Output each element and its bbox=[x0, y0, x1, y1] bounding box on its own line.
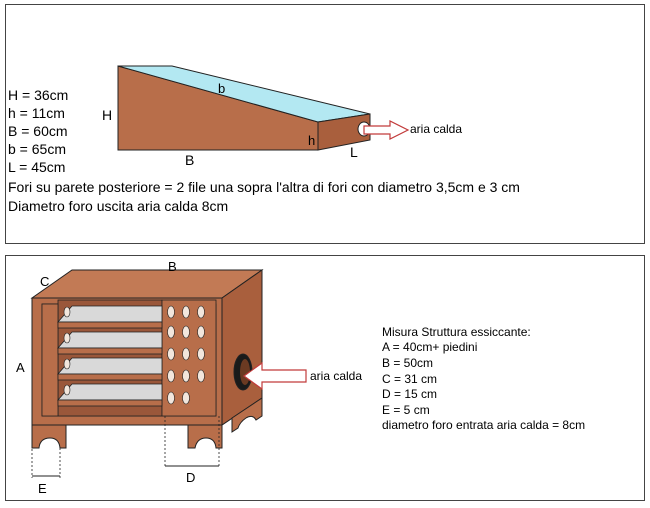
vent-hole bbox=[183, 392, 190, 404]
cabinet-spec-E: E = 5 cm bbox=[382, 403, 430, 417]
cabinet-spec-A: A = 40cm+ piedini bbox=[382, 340, 478, 354]
cabinet-leg-left bbox=[32, 425, 66, 448]
spec-b: b = 65cm bbox=[8, 141, 66, 157]
drying-cabinet bbox=[32, 270, 306, 478]
cabinet-leg-right bbox=[188, 425, 222, 448]
shelf-edge bbox=[58, 374, 162, 380]
vent-hole bbox=[64, 307, 70, 317]
vent-hole bbox=[198, 306, 205, 318]
vent-hole bbox=[198, 370, 205, 382]
note-holes: Fori su parete posteriore = 2 file una sopra l'altra di fori con diametro 3,5cm e 3 cm bbox=[8, 179, 520, 195]
cabinet-inlet-hole-inner bbox=[240, 359, 250, 385]
vent-hole bbox=[168, 306, 175, 318]
shelf bbox=[58, 332, 162, 348]
spec-L: L = 45cm bbox=[8, 159, 66, 175]
cabinet-specs-title: Misura Struttura essiccante: bbox=[382, 325, 531, 339]
shelf-edge bbox=[58, 322, 162, 328]
label-cabinet-D: D bbox=[186, 470, 196, 485]
cabinet-spec-B: B = 50cm bbox=[382, 356, 434, 370]
label-cabinet-B: B bbox=[168, 259, 177, 274]
label-b: b bbox=[218, 81, 226, 96]
cabinet-spec-inlet: diametro foro entrata aria calda = 8cm bbox=[382, 418, 586, 432]
label-cabinet-C: C bbox=[40, 274, 50, 289]
shelf-edge bbox=[58, 400, 162, 406]
vent-hole bbox=[183, 370, 190, 382]
vent-hole bbox=[183, 326, 190, 338]
label-B: B bbox=[185, 152, 195, 168]
solar-collector bbox=[118, 66, 408, 150]
shelf bbox=[58, 384, 162, 400]
label-outlet-air: aria calda bbox=[410, 122, 463, 136]
spec-H: H = 36cm bbox=[8, 87, 69, 103]
vent-hole bbox=[64, 359, 70, 369]
label-H: H bbox=[102, 107, 113, 123]
vent-hole bbox=[183, 306, 190, 318]
label-cabinet-E: E bbox=[38, 481, 47, 496]
vent-hole bbox=[64, 333, 70, 343]
shelf bbox=[58, 306, 162, 322]
cabinet-spec-C: C = 31 cm bbox=[382, 372, 438, 386]
vent-hole bbox=[198, 348, 205, 360]
note-outlet-diameter: Diametro foro uscita aria calda 8cm bbox=[8, 198, 229, 214]
label-h: h bbox=[308, 133, 316, 148]
spec-h: h = 11cm bbox=[8, 105, 65, 121]
vent-hole bbox=[168, 392, 175, 404]
spec-B: B = 60cm bbox=[8, 123, 68, 139]
vent-hole bbox=[183, 348, 190, 360]
label-L: L bbox=[350, 144, 358, 160]
label-inlet-air: aria calda bbox=[310, 369, 363, 383]
vent-hole bbox=[198, 326, 205, 338]
vent-hole bbox=[168, 370, 175, 382]
vent-hole bbox=[64, 385, 70, 395]
shelf bbox=[58, 358, 162, 374]
vent-hole bbox=[168, 326, 175, 338]
shelf-edge bbox=[58, 348, 162, 354]
cabinet-left-wall bbox=[42, 304, 58, 416]
collector-airflow-arrow bbox=[364, 121, 408, 139]
label-cabinet-A: A bbox=[16, 360, 25, 375]
cabinet-spec-D: D = 15 cm bbox=[382, 387, 438, 401]
vent-hole bbox=[168, 348, 175, 360]
